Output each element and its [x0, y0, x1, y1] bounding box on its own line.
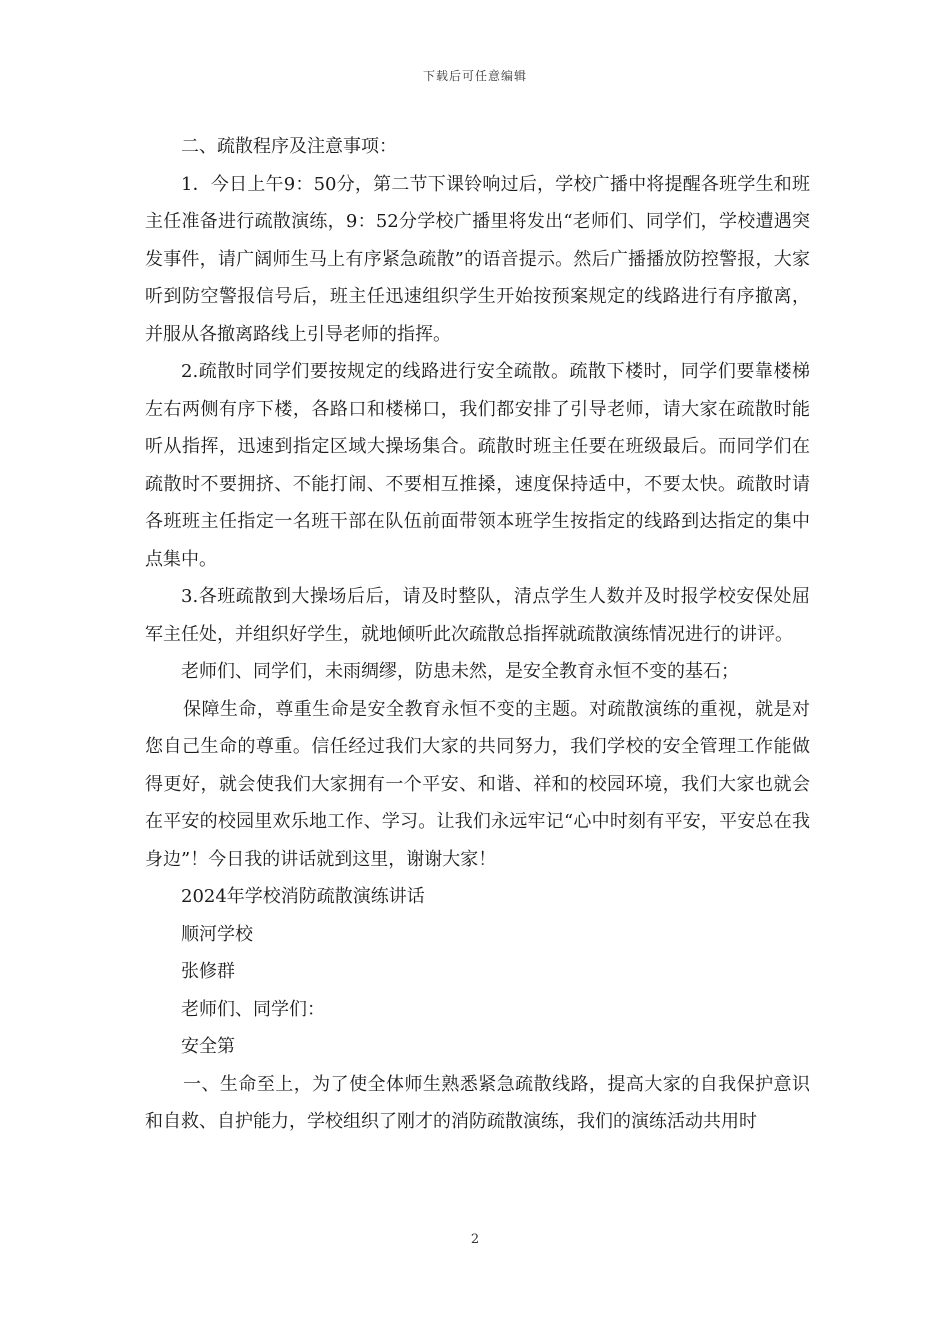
document-body: [145, 128, 810, 1141]
safety-line: 安全第: [181, 1036, 235, 1057]
closing-paragraph: 保障生命，尊重生命是安全教育永恒不变的主题。对疏散演练的重视，就是对您自己生命的尊重。信任经过我们大家的共同努力，我们学校的安全管理工作能做得更好，就会使我们大家拥有一个平安、和谐、祥和的校园环境，我们大家也就会在平安的校园里欢乐地工作、学习。让我们永远牢记“心中时刻有平安，平安总在我身边”！今日我的讲话就到这里，谢谢大家！: [145, 698, 810, 870]
school-name: 顺河学校: [181, 923, 253, 945]
last-paragraph: 一、生命至上，为了使全体师生熟悉紧急疏散线路，提高大家的自我保护意识和自救、自护能力，学校组织了刚才的消防疏散演练，我们的演练活动共用时: [145, 1073, 810, 1132]
paragraph-1: 1．今日上午9：50分，第二节下课铃响过后，学校广播中将提醒各班学生和班主任准备进行疏散演练，9：52分学校广播里将发出“老师们、同学们，学校遭遇突发事件，请广阔师生马上有序紧急疏散”的语音提示。然后广播播放防控警报，大家听到防空警报信号后，班主任迅速组织学生开始按预案规定的线路进行有序撤离，并服从各撤离路线上引导老师的指挥。: [145, 173, 810, 345]
page-number: 2: [470, 1232, 480, 1247]
next-speech-title: 2024年学校消防疏散演练讲话: [181, 886, 425, 907]
speaker-name: 张修群: [181, 961, 235, 982]
greeting: 老师们、同学们：: [181, 998, 325, 1020]
closing-line: 老师们、同学们，未雨绸缪，防患未然，是安全教育永恒不变的基石；: [181, 661, 739, 682]
paragraph-2: 2.疏散时同学们要按规定的线路进行安全疏散。疏散下楼时，同学们要靠楼梯左右两侧有序下楼，各路口和楼梯口，我们都安排了引导老师，请大家在疏散时能听从指挥，迅速到指定区域大操场集合。疏散时班主任要在班级最后。而同学们在疏散时不要拥挤、不能打闹、不要相互推搡，速度保持适中，不要太快。疏散时请各班班主任指定一名班干部在队伍前面带领本班学生按指定的线路到达指定的集中点集中。: [145, 361, 810, 570]
page-header: 下载后可任意编辑: [422, 69, 527, 83]
section-heading: 二、疏散程序及注意事项：: [181, 136, 397, 157]
paragraph-3: 3.各班疏散到大操场后后，请及时整队，清点学生人数并及时报学校安保处屈军主任处，并组织好学生，就地倾听此次疏散总指挥就疏散演练情况进行的讲评。: [145, 586, 810, 645]
